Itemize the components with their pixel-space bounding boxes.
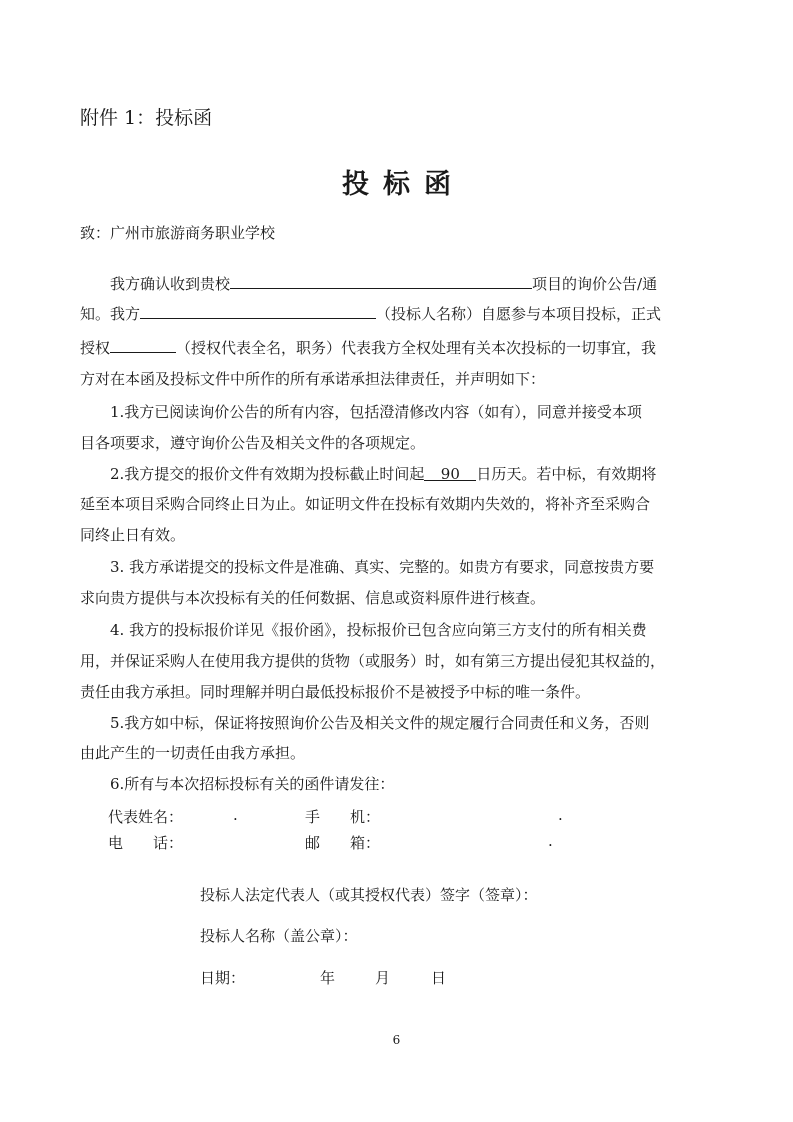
project-name-blank bbox=[230, 273, 532, 289]
intro-line-4: 方对在本函及投标文件中所作的所有承诺承担法律责任，并声明如下： bbox=[80, 370, 546, 388]
item-2-line-2: 延至本项目采购合同终止日为止。如证明文件在投标有效期内失效的，将补齐至采购合 bbox=[80, 495, 651, 513]
mobile-label: 手 机： bbox=[305, 808, 381, 826]
document-title: 投标函 bbox=[342, 169, 465, 200]
date-label: 日期： bbox=[200, 969, 246, 987]
item-4-line-1: 4. 我方的投标报价详见《报价函》，投标报价已包含应向第三方支付的所有相关费 bbox=[110, 621, 647, 639]
item-5-line-1: 5.我方如中标，保证将按照询价公告及相关文件的规定履行合同责任和义务，否则 bbox=[110, 714, 650, 732]
item-6-line: 6.所有与本次招标投标有关的函件请发往： bbox=[110, 775, 395, 793]
intro-text: 项目的询价公告/通 bbox=[532, 275, 658, 293]
intro-text: 我方确认收到贵校 bbox=[110, 275, 231, 293]
intro-text: 授权 bbox=[80, 339, 111, 357]
intro-line-1 bbox=[80, 273, 715, 294]
item-2-text: 日历天。若中标，有效期将 bbox=[476, 465, 657, 483]
item-1-line-2: 目各项要求，遵守询价公告及相关文件的各项规定。 bbox=[80, 434, 426, 452]
intro-text: 知。我方 bbox=[80, 305, 141, 323]
intro-line-3 bbox=[80, 337, 685, 358]
rep-name-dot: . bbox=[233, 806, 238, 824]
intro-line-2 bbox=[80, 303, 685, 324]
rep-name-label: 代表姓名： bbox=[108, 808, 184, 826]
phone-label: 电 话： bbox=[108, 834, 184, 852]
email-dot: . bbox=[548, 832, 553, 850]
intro-text: （投标人名称）自愿参与本项目投标，正式 bbox=[376, 305, 662, 323]
authorized-rep-blank bbox=[110, 337, 176, 353]
mobile-dot: . bbox=[558, 806, 563, 824]
page-number: 6 bbox=[392, 1033, 401, 1047]
addressee: 致：广州市旅游商务职业学校 bbox=[80, 224, 276, 242]
item-5-line-2: 由此产生的一切责任由我方承担。 bbox=[80, 744, 306, 762]
item-2-line-3: 同终止日有效。 bbox=[80, 526, 186, 544]
item-1-line-1: 1.我方已阅读询价公告的所有内容，包括澄清修改内容（如有），同意并接受本项 bbox=[110, 403, 642, 421]
date-day: 日 bbox=[431, 969, 447, 987]
bidder-name-blank bbox=[140, 303, 376, 319]
intro-text: （授权代表全名，职务）代表我方全权处理有关本次投标的一切事宜，我 bbox=[176, 339, 657, 357]
item-4-line-2: 用，并保证采购人在使用我方提供的货物（或服务）时，如有第三方提出侵犯其权益的， bbox=[80, 652, 666, 670]
legal-rep-signature-label: 投标人法定代表人（或其授权代表）签字（签章）： bbox=[200, 886, 538, 904]
item-4-line-3: 责任由我方承担。同时理解并明白最低投标报价不是被授予中标的唯一条件。 bbox=[80, 683, 591, 701]
item-2-line-1 bbox=[80, 463, 715, 484]
item-2-text: 2.我方提交的报价文件有效期为投标截止时间起 bbox=[110, 465, 425, 483]
item-3-line-2: 求向贵方提供与本次投标有关的任何数据、信息或资料原件进行核查。 bbox=[80, 589, 546, 607]
email-label: 邮 箱： bbox=[305, 834, 381, 852]
bidder-name-seal-label: 投标人名称（盖公章）： bbox=[200, 927, 358, 945]
item-3-line-1: 3. 我方承诺提交的投标文件是准确、真实、完整的。如贵方有要求，同意按贵方要 bbox=[110, 558, 655, 576]
attachment-heading: 附件 1：投标函 bbox=[80, 107, 213, 129]
date-year: 年 bbox=[320, 969, 336, 987]
validity-days: 90 bbox=[424, 465, 476, 481]
date-month: 月 bbox=[375, 969, 391, 987]
